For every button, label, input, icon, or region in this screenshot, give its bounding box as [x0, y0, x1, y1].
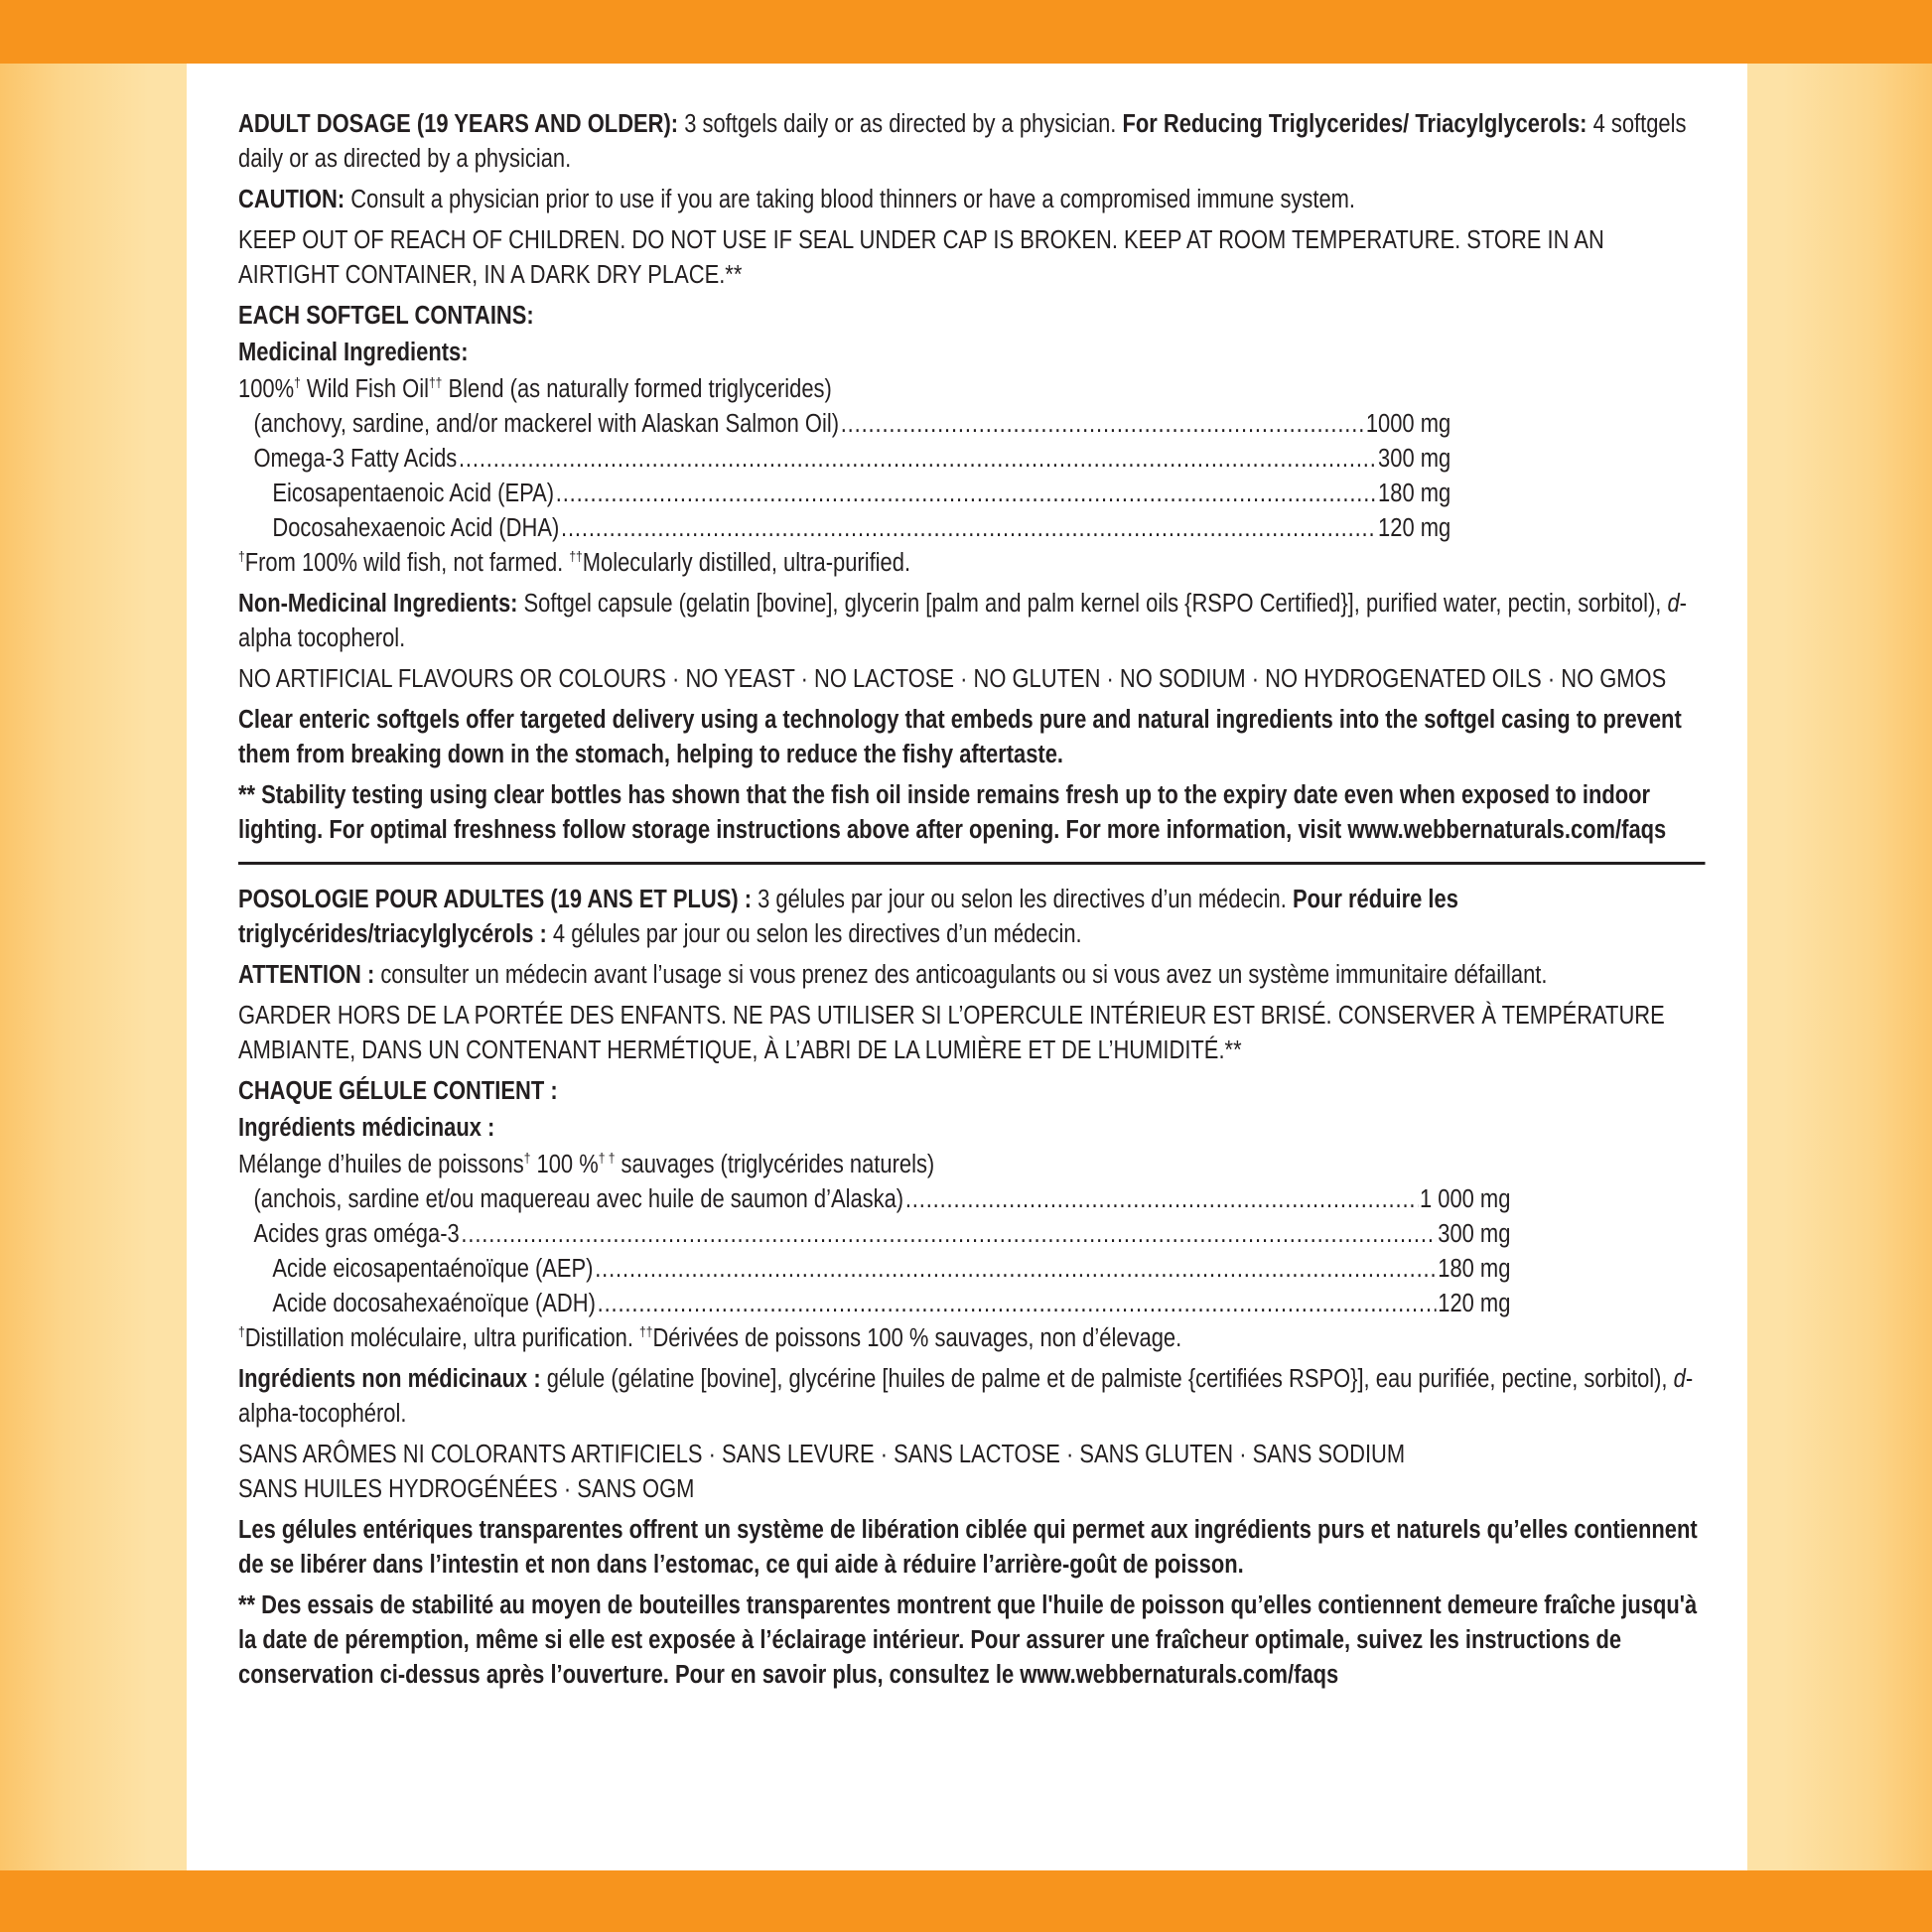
en-trig-label: For Reducing Triglycerides/ Triacylglycerols: — [1122, 110, 1587, 138]
label-content — [238, 107, 1699, 1699]
en-each-softgel-heading: EACH SOFTGEL CONTAINS: — [238, 302, 534, 330]
en-footnote-sup-1: † — [238, 548, 245, 564]
en-blend-part-a: 100% — [238, 375, 295, 403]
ingredient-label: (anchois, sardine et/ou maquereau avec huile de saumon d’Alaska) — [253, 1185, 904, 1213]
dot-leader — [841, 407, 1364, 442]
fr-dosage-text: 3 gélules par jour ou selon les directives d’un médecin. — [752, 886, 1293, 913]
fr-blend-line — [238, 1148, 1699, 1182]
fr-free-from-line-1: SANS ARÔMES NI COLORANTS ARTIFICIELS · SANS LEVURE · SANS LACTOSE · SANS GLUTEN · SANS SODIUM — [238, 1441, 1406, 1468]
en-non-med-label: Non-Medicinal Ingredients: — [238, 590, 518, 618]
ingredient-amount: 300 mg — [1378, 445, 1451, 473]
ingredient-amount: 300 mg — [1438, 1220, 1511, 1248]
en-caution-label: CAUTION: — [238, 186, 345, 213]
ingredient-label: Eicosapentaenoic Acid (EPA) — [272, 480, 555, 507]
ingredient-amount: 1000 mg — [1365, 410, 1451, 438]
table-row — [238, 477, 1450, 511]
label-panel — [187, 64, 1747, 1870]
en-trig-text: 4 softgels daily or as directed by a physician. — [238, 110, 1687, 173]
fr-non-med-text-b: -alpha-tocophérol. — [238, 1365, 1694, 1428]
ingredient-amount: 1 000 mg — [1419, 1185, 1511, 1213]
fr-blend-part-a: Mélange d’huiles de poissons — [238, 1151, 524, 1178]
ingredient-label: Acide docosahexaénoïque (ADH) — [272, 1290, 596, 1317]
fr-trig-text: 4 gélules par jour ou selon les directives d’un médecin. — [546, 920, 1082, 948]
dot-leader — [556, 477, 1377, 511]
en-stability-note — [238, 778, 1699, 848]
fr-footnote-sup-1: † — [238, 1323, 245, 1339]
en-dosage-text: 3 softgels daily or as directed by a physician. — [678, 110, 1123, 138]
en-ingredient-table — [238, 407, 1450, 546]
ingredient-label: (anchovy, sardine, and/or mackerel with Alaskan Salmon Oil) — [253, 410, 840, 438]
ingredient-label: Omega-3 Fatty Acids — [253, 445, 458, 473]
en-stability-text: ** Stability testing using clear bottles has shown that the fish oil inside remains fresh up to the expiry date even when exposed to indoor lighting. For optimal freshness follow storage instructions above after opening. For more information, visit www.webbernaturals.com/faqs — [238, 781, 1667, 844]
fr-footnotes — [238, 1321, 1699, 1356]
ingredient-amount: 180 mg — [1438, 1255, 1511, 1283]
fr-stability-note — [238, 1588, 1699, 1693]
fr-dosage-label: POSOLOGIE POUR ADULTES (19 ANS ET PLUS) : — [238, 886, 753, 913]
table-row — [238, 1182, 1510, 1217]
en-free-from-list: NO ARTIFICIAL FLAVOURS OR COLOURS · NO YEAST · NO LACTOSE · NO GLUTEN · NO SODIUM · NO HYDROGENATED OILS · NO GMOS — [238, 665, 1667, 693]
fr-caution-label: ATTENTION : — [238, 961, 375, 989]
en-enteric-note — [238, 703, 1699, 772]
fr-non-medicinal — [238, 1362, 1699, 1432]
fr-non-med-italic: d — [1673, 1365, 1686, 1393]
fr-ingredient-table — [238, 1182, 1510, 1321]
ingredient-label: Acide eicosapentaénoïque (AEP) — [272, 1255, 594, 1283]
fr-each-softgel — [238, 1074, 1699, 1109]
en-blend-part-b: Wild Fish Oil — [300, 375, 429, 403]
en-caution — [238, 183, 1699, 217]
fr-free-from-line-2: SANS HUILES HYDROGÉNÉES · SANS OGM — [238, 1475, 695, 1503]
fr-medicinal-heading-text: Ingrédients médicinaux : — [238, 1114, 495, 1142]
fr-keep-out: GARDER HORS DE LA PORTÉE DES ENFANTS. NE PAS UTILISER SI L’OPERCULE INTÉRIEUR EST BRISÉ. CONSERVER À TEMPÉRATURE AMBIANTE, DANS UN CONTENANT HERMÉTIQUE, À L’ABRI DE LA LUMIÈRE ET DE L’HUMIDITÉ.** — [238, 1002, 1665, 1064]
en-blend-sup-1: † — [294, 374, 301, 390]
en-non-med-italic: d — [1667, 590, 1680, 618]
table-row — [238, 442, 1450, 477]
dot-leader — [461, 1217, 1436, 1252]
en-blend-sup-2: †† — [428, 374, 443, 390]
fr-free-from-list — [238, 1438, 1699, 1507]
fr-caution-text: consulter un médecin avant l’usage si vous prenez des anticoagulants ou si vous avez un système immunitaire défaillant. — [374, 961, 1548, 989]
en-each-softgel — [238, 299, 1699, 334]
fr-each-softgel-heading: CHAQUE GÉLULE CONTIENT : — [238, 1077, 558, 1105]
en-footnote-2: Molecularly distilled, ultra-purified. — [582, 549, 911, 577]
fr-footnote-sup-2: †† — [639, 1323, 653, 1339]
fr-non-med-label: Ingrédients non médicinaux : — [238, 1365, 541, 1393]
ingredient-label: Acides gras oméga-3 — [253, 1220, 460, 1248]
ingredient-label: Docosahexaenoic Acid (DHA) — [272, 514, 560, 542]
dot-leader — [459, 442, 1376, 477]
ingredient-amount: 180 mg — [1378, 480, 1451, 507]
fr-trig-label: Pour réduire les triglycérides/triacylglycérols : — [238, 886, 1458, 948]
en-footnote-1: From 100% wild fish, not farmed. — [244, 549, 570, 577]
table-row — [238, 1287, 1510, 1321]
section-divider — [238, 862, 1705, 865]
fr-footnote-2: Dérivées de poissons 100 % sauvages, non d’élevage. — [652, 1324, 1182, 1352]
ingredient-amount: 120 mg — [1438, 1290, 1511, 1317]
en-non-med-text-b: -alpha tocopherol. — [238, 590, 1687, 652]
fr-blend-sup-2: † † — [598, 1150, 616, 1166]
en-caution-text: Consult a physician prior to use if you are taking blood thinners or have a compromised immune system. — [345, 186, 1356, 213]
en-blend-line — [238, 372, 1699, 407]
en-enteric-text: Clear enteric softgels offer targeted delivery using a technology that embeds pure and natural ingredients into the softgel casing to prevent them from breaking down in the stomach, helping to reduce the fishy aftertaste. — [238, 706, 1682, 768]
fr-medicinal-heading — [238, 1111, 1699, 1146]
fr-blend-part-b: 100 % — [530, 1151, 599, 1178]
dot-leader — [561, 511, 1376, 546]
fr-stability-text: ** Des essais de stabilité au moyen de bouteilles transparentes montrent que l'huile de poisson qu’elles contiennent demeure fraîche jusqu'à la date de péremption, même si elle est exposée à l’éclairage intérieur. Pour assurer une fraîcheur optimale, suivez les instructions de conservation ci-dessus après l’ouverture. Pour en savoir plus, consultez le www.webbernaturals.com/faqs — [238, 1591, 1698, 1689]
dot-leader — [598, 1287, 1437, 1321]
fr-enteric-text: Les gélules entériques transparentes offrent un système de libération ciblée qui permet aux ingrédients purs et naturels qu’elles contiennent de se libérer dans l’intestin et non dans l’estomac, ce qui aide à réduire l’arrière-goût de poisson. — [238, 1516, 1698, 1579]
fr-blend-sup-1: † — [523, 1150, 531, 1166]
en-footnotes — [238, 546, 1699, 581]
en-footnote-sup-2: †† — [569, 548, 583, 564]
fr-non-med-text-a: gélule (gélatine [bovine], glycérine [huiles de palme et de palmiste {certifiées RSPO}], eau purifiée, pectine, sorbitol), — [540, 1365, 1674, 1393]
en-non-med-text-a: Softgel capsule (gelatin [bovine], glycerin [palm and palm kernel oils {RSPO Certified}], purified water, pectin, sorbitol), — [517, 590, 1668, 618]
en-medicinal-heading — [238, 336, 1699, 370]
fr-dosage — [238, 883, 1699, 952]
table-row — [238, 407, 1450, 442]
en-blend-part-c: Blend (as naturally formed triglycerides) — [442, 375, 832, 403]
en-keep-out: KEEP OUT OF REACH OF CHILDREN. DO NOT USE IF SEAL UNDER CAP IS BROKEN. KEEP AT ROOM TEMPERATURE. STORE IN AN AIRTIGHT CONTAINER, IN A DARK DRY PLACE.** — [238, 226, 1604, 289]
en-medicinal-heading-text: Medicinal Ingredients: — [238, 339, 469, 366]
fr-blend-part-c: sauvages (triglycérides naturels) — [615, 1151, 935, 1178]
table-row — [238, 511, 1450, 546]
dot-leader — [905, 1182, 1418, 1217]
en-non-medicinal — [238, 587, 1699, 656]
en-dosage-label: ADULT DOSAGE (19 YEARS AND OLDER): — [238, 110, 679, 138]
top-orange-band — [0, 0, 1932, 64]
fr-footnote-1: Distillation moléculaire, ultra purification. — [244, 1324, 640, 1352]
ingredient-amount: 120 mg — [1378, 514, 1451, 542]
en-dosage — [238, 107, 1699, 177]
bottom-orange-band — [0, 1870, 1932, 1932]
fr-enteric-note — [238, 1513, 1699, 1583]
table-row — [238, 1217, 1510, 1252]
table-row — [238, 1252, 1510, 1287]
fr-caution — [238, 958, 1699, 993]
dot-leader — [595, 1252, 1436, 1287]
